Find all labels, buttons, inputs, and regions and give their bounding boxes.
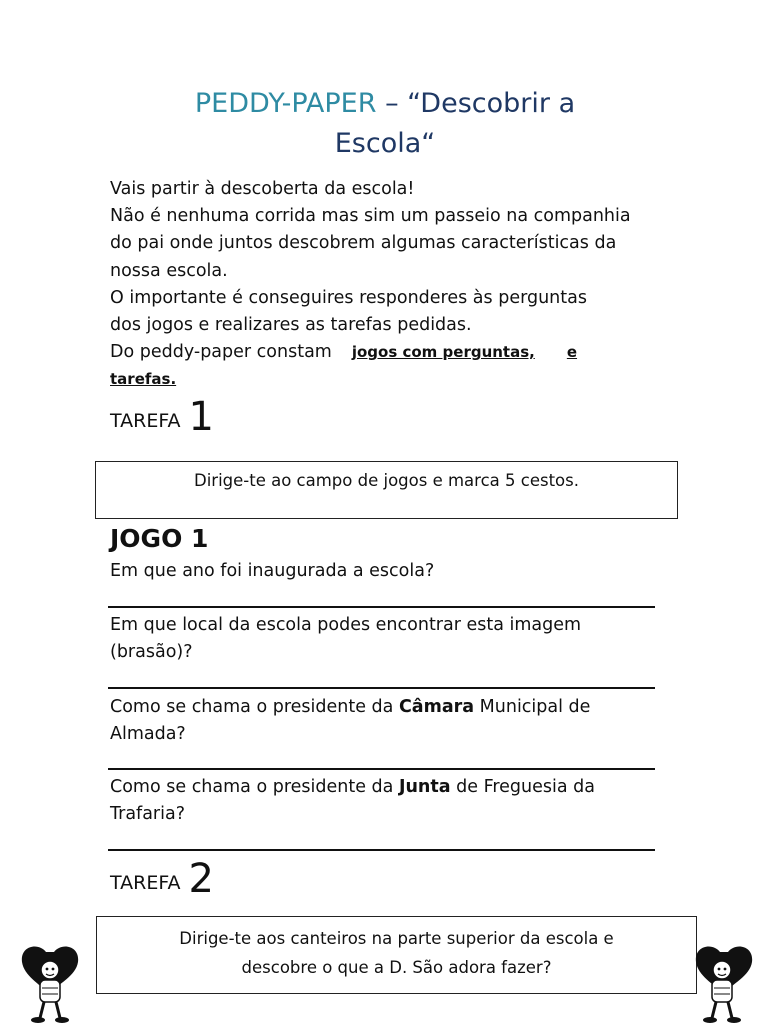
tarefa-2-box — [96, 916, 697, 994]
tarefa-1-text: Dirige-te ao campo de jogos e marca 5 cestos. — [194, 471, 579, 490]
question-3 — [110, 694, 655, 748]
question-1: Em que ano foi inaugurada a escola? — [110, 561, 435, 581]
question-4-line-2: Trafaria? — [110, 804, 185, 825]
title-peddy-paper: PEDDY-PAPER — [194, 88, 377, 119]
answer-line-1[interactable] — [108, 606, 655, 608]
intro-line: O importante é conseguires responderes às perguntas — [110, 287, 587, 308]
question-3-pre: Como se chama o presidente da — [110, 697, 399, 717]
intro-text — [110, 176, 655, 394]
mascot-heart-icon — [690, 944, 756, 1024]
mascot-heart-icon — [16, 944, 82, 1024]
constam-tarefas: tarefas. — [110, 370, 177, 389]
title-descobrir: – “Descobrir a — [376, 88, 576, 119]
tarefa-2-heading — [110, 856, 214, 902]
tarefa-2-text-line-2: descobre o que a D. São adora fazer? — [241, 958, 552, 977]
intro-line: Vais partir à descoberta da escola! — [110, 179, 415, 199]
tarefa-number: 2 — [188, 856, 214, 902]
answer-line-4[interactable] — [108, 849, 655, 851]
question-3-bold: Câmara — [398, 697, 475, 717]
constam-e: e — [566, 343, 578, 362]
question-4 — [110, 774, 655, 828]
tarefa-1-box — [95, 461, 678, 519]
answer-line-2[interactable] — [108, 687, 655, 689]
question-2 — [110, 612, 655, 666]
intro-line: nossa escola. — [110, 260, 228, 281]
question-3-post: Municipal de — [474, 697, 591, 717]
tarefa-label: TAREFA — [110, 872, 181, 894]
intro-line: dos jogos e realizares as tarefas pedidas. — [110, 315, 472, 336]
constam-prefix: Do peddy-paper constam — [110, 342, 332, 363]
question-4-bold: Junta — [398, 777, 451, 797]
question-4-post: de Freguesia da — [450, 777, 595, 797]
intro-line: do pai onde juntos descobrem algumas características da — [110, 233, 617, 254]
title-escola: Escola“ — [334, 128, 436, 159]
jogo-1-heading: JOGO 1 — [110, 524, 209, 553]
question-4-pre: Como se chama o presidente da — [110, 777, 399, 797]
intro-line: Não é nenhuma corrida mas sim um passeio na companhia — [110, 206, 631, 227]
constam-jogos: jogos com perguntas, — [351, 343, 535, 362]
tarefa-1-heading — [110, 394, 214, 440]
answer-line-3[interactable] — [108, 768, 655, 770]
tarefa-2-text-line-1: Dirige-te aos canteiros na parte superior da escola e — [179, 929, 614, 948]
tarefa-label: TAREFA — [110, 410, 181, 432]
intro-tarefas-line — [110, 366, 655, 393]
question-2-line-2: (brasão)? — [110, 642, 193, 663]
question-2-line-1: Em que local da escola podes encontrar esta imagem — [110, 615, 582, 635]
tarefa-number: 1 — [188, 394, 214, 440]
intro-constam-line — [110, 339, 655, 366]
page-title — [140, 84, 630, 164]
question-3-line-2: Almada? — [110, 724, 186, 745]
